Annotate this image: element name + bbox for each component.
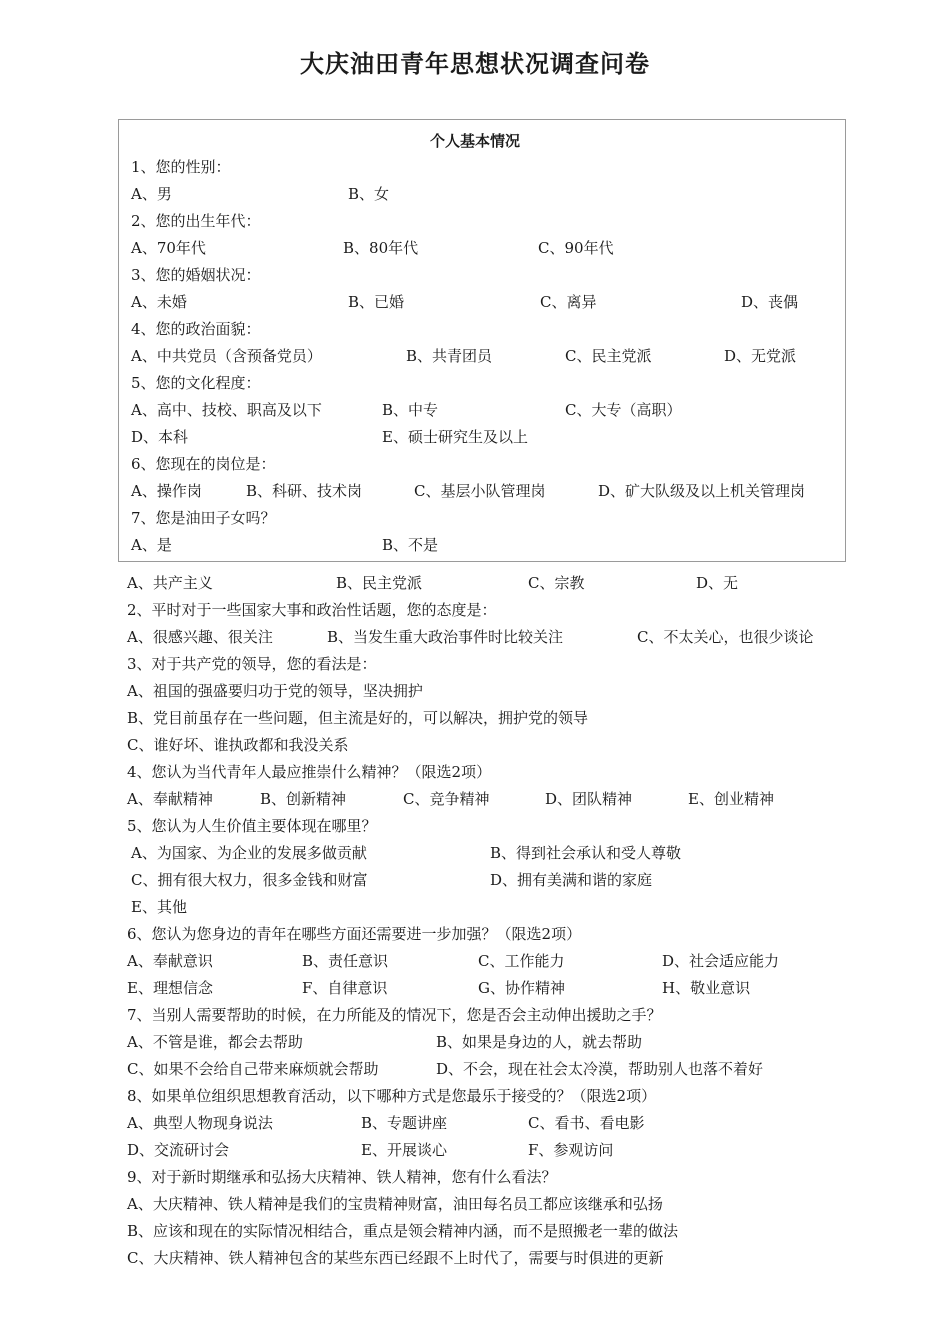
- s2-q2-option-a: A、很感兴趣、很关注: [127, 628, 273, 646]
- q1-gender-question: 1、您的性别：: [131, 158, 231, 176]
- q3-option-b: B、已婚: [348, 293, 405, 311]
- q4-option-d: D、无党派: [724, 347, 797, 365]
- s2-q8-option-c: C、看书、看电影: [528, 1114, 645, 1132]
- q2-birth-question: 2、您的出生年代：: [131, 212, 261, 230]
- q1-option-b: B、女: [348, 185, 390, 203]
- s2-q6-question: 6、您认为您身边的青年在哪些方面还需要进一步加强？（限选2项）: [127, 925, 582, 943]
- s2-q8-option-b: B、专题讲座: [361, 1114, 448, 1132]
- s2-q4-option-b: B、创新精神: [260, 790, 347, 808]
- s2-q5-option-e: E、其他: [131, 898, 187, 916]
- s2-q8-option-e: E、开展谈心: [361, 1141, 447, 1159]
- s2-q6-option-d: D、社会适应能力: [662, 952, 780, 970]
- q6-option-c: C、基层小队管理岗: [414, 482, 546, 500]
- q3-option-c: C、离异: [540, 293, 597, 311]
- s2-q7-question: 7、当别人需要帮助的时候，在力所能及的情况下，您是否会主动伸出援助之手？: [127, 1006, 662, 1024]
- s2-q1-option-a: A、共产主义: [127, 574, 213, 592]
- s2-q1-option-c: C、宗教: [528, 574, 585, 592]
- s2-q3-option-c: C、谁好坏、谁执政都和我没关系: [127, 736, 349, 754]
- s2-q6-option-e: E、理想信念: [127, 979, 213, 997]
- s2-q7-option-a: A、不管是谁，都会去帮助: [127, 1033, 303, 1051]
- s2-q9-question: 9、对于新时期继承和弘扬大庆精神、铁人精神，您有什么看法？: [127, 1168, 557, 1186]
- q6-option-a: A、操作岗: [131, 482, 202, 500]
- s2-q4-question: 4、您认为当代青年人最应推崇什么精神？（限选2项）: [127, 763, 492, 781]
- q4-option-c: C、民主党派: [565, 347, 652, 365]
- q6-option-d: D、矿大队级及以上机关管理岗: [598, 482, 806, 500]
- q5-education-question: 5、您的文化程度：: [131, 374, 261, 392]
- s2-q9-option-b: B、应该和现在的实际情况相结合，重点是领会精神内涵，而不是照搬老一辈的做法: [127, 1222, 679, 1240]
- s2-q9-option-c: C、大庆精神、铁人精神包含的某些东西已经跟不上时代了，需要与时俱进的更新: [127, 1249, 664, 1267]
- s2-q8-option-d: D、交流研讨会: [127, 1141, 230, 1159]
- s2-q3-question: 3、对于共产党的领导，您的看法是：: [127, 655, 377, 673]
- q4-political-question: 4、您的政治面貌：: [131, 320, 261, 338]
- s2-q9-option-a: A、大庆精神、铁人精神是我们的宝贵精神财富，油田每名员工都应该继承和弘扬: [127, 1195, 663, 1213]
- q3-option-d: D、丧偶: [741, 293, 799, 311]
- q2-option-b: B、80年代: [343, 239, 419, 257]
- s2-q5-option-c: C、拥有很大权力，很多金钱和财富: [131, 871, 368, 889]
- s2-q5-option-b: B、得到社会承认和受人尊敬: [490, 844, 682, 862]
- s2-q7-option-d: D、不会，现在社会太冷漠，帮助别人也落不着好: [436, 1060, 764, 1078]
- q6-position-question: 6、您现在的岗位是：: [131, 455, 276, 473]
- s2-q3-option-a: A、祖国的强盛要归功于党的领导，坚决拥护: [127, 682, 423, 700]
- s2-q6-option-h: H、敬业意识: [662, 979, 751, 997]
- s2-q4-option-c: C、竞争精神: [403, 790, 490, 808]
- q2-option-a: A、70年代: [131, 239, 206, 257]
- s2-q6-option-f: F、自律意识: [302, 979, 388, 997]
- s2-q1-option-d: D、无: [696, 574, 739, 592]
- s2-q5-option-d: D、拥有美满和谐的家庭: [490, 871, 653, 889]
- s2-q8-option-f: F、参观访问: [528, 1141, 614, 1159]
- s2-q4-option-d: D、团队精神: [545, 790, 633, 808]
- s2-q8-option-a: A、典型人物现身说法: [127, 1114, 273, 1132]
- s2-q5-option-a: A、为国家、为企业的发展多做贡献: [131, 844, 367, 862]
- q5-option-a: A、高中、技校、职高及以下: [131, 401, 322, 419]
- q2-option-c: C、90年代: [538, 239, 614, 257]
- q5-option-d: D、本科: [131, 428, 189, 446]
- s2-q6-option-g: G、协作精神: [478, 979, 565, 997]
- s2-q2-option-b: B、当发生重大政治事件时比较关注: [327, 628, 564, 646]
- q7-option-a: A、是: [131, 536, 172, 554]
- q7-option-b: B、不是: [382, 536, 439, 554]
- s2-q1-option-b: B、民主党派: [336, 574, 423, 592]
- s2-q7-option-b: B、如果是身边的人，就去帮助: [436, 1033, 643, 1051]
- q5-option-b: B、中专: [382, 401, 439, 419]
- s2-q5-question: 5、您认为人生价值主要体现在哪里？: [127, 817, 377, 835]
- q3-marital-question: 3、您的婚姻状况：: [131, 266, 261, 284]
- s2-q4-option-e: E、创业精神: [688, 790, 774, 808]
- s2-q2-question: 2、平时对于一些国家大事和政治性话题，您的态度是：: [127, 601, 497, 619]
- s2-q7-option-c: C、如果不会给自己带来麻烦就会帮助: [127, 1060, 379, 1078]
- s2-q8-question: 8、如果单位组织思想教育活动，以下哪种方式是您最乐于接受的？（限选2项）: [127, 1087, 657, 1105]
- q5-option-c: C、大专（高职）: [565, 401, 682, 419]
- s2-q6-option-c: C、工作能力: [478, 952, 565, 970]
- q6-option-b: B、科研、技术岗: [246, 482, 363, 500]
- basic-info-heading: 个人基本情况: [429, 132, 520, 150]
- document-title: 大庆油田青年思想状况调查问卷: [300, 50, 650, 78]
- q7-oilfield-child-question: 7、您是油田子女吗？: [131, 509, 276, 527]
- s2-q4-option-a: A、奉献精神: [127, 790, 213, 808]
- s2-q3-option-b: B、党目前虽存在一些问题，但主流是好的，可以解决，拥护党的领导: [127, 709, 589, 727]
- s2-q6-option-b: B、责任意识: [302, 952, 389, 970]
- q3-option-a: A、未婚: [131, 293, 187, 311]
- s2-q6-option-a: A、奉献意识: [127, 952, 213, 970]
- q1-option-a: A、男: [131, 185, 172, 203]
- q5-option-e: E、硕士研究生及以上: [382, 428, 528, 446]
- q4-option-b: B、共青团员: [406, 347, 493, 365]
- q4-option-a: A、中共党员（含预备党员）: [131, 347, 322, 365]
- s2-q2-option-c: C、不太关心，也很少谈论: [637, 628, 814, 646]
